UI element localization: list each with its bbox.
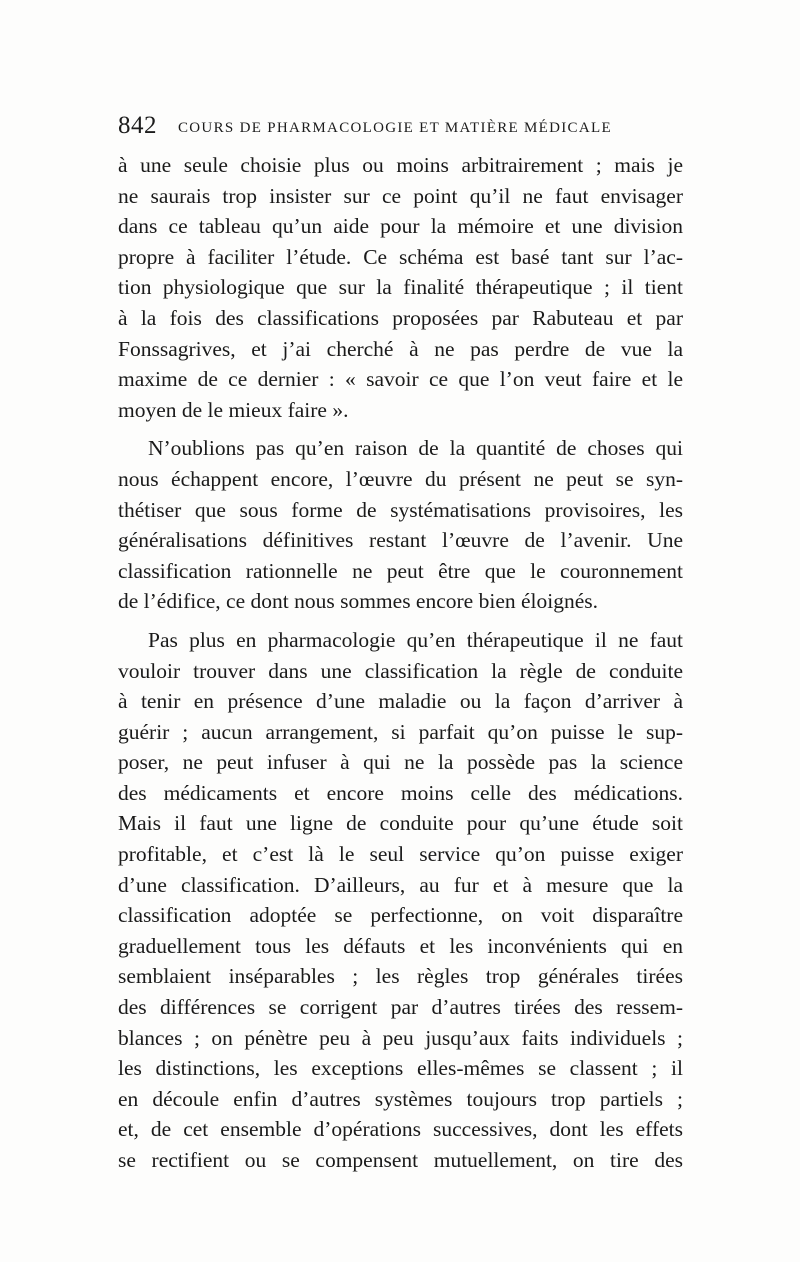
text-line: à tenir en présence d’une maladie ou la façon d’arriver à [118, 689, 683, 714]
text-line: des médicaments et encore moins celle des médications. [118, 780, 683, 805]
text-line: Mais il faut une ligne de conduite pour qu’une étude soit [118, 811, 683, 836]
text-line: vouloir trouver dans une classification la règle de conduite [118, 658, 683, 683]
text-line: maxime de ce dernier : « savoir ce que l’on veut faire et le [118, 367, 683, 392]
text-line: thétiser que sous forme de systématisations provisoires, les [118, 497, 683, 522]
text-line: moyen de le mieux faire ». [118, 397, 349, 422]
running-header [118, 108, 683, 148]
text-line: les distinctions, les exceptions elles-mêmes se classent ; il [118, 1056, 683, 1081]
text-line: propre à faciliter l’étude. Ce schéma est basé tant sur l’ac- [118, 244, 683, 269]
text-line: blances ; on pénètre peu à peu jusqu’aux faits individuels ; [118, 1025, 683, 1050]
text-line: Fonssagrives, et j’ai cherché à ne pas perdre de vue la [118, 336, 683, 361]
text-line: ne saurais trop insister sur ce point qu’il ne faut envisager [118, 183, 683, 208]
text-line: des différences se corrigent par d’autres tirées des ressem- [118, 995, 683, 1020]
page-number: 842 [118, 112, 157, 139]
text-line: et, de cet ensemble d’opérations successives, dont les effets [118, 1117, 683, 1142]
text-line: classification rationnelle ne peut être que le couronnement [118, 558, 683, 583]
text-line: d’une classification. D’ailleurs, au fur et à mesure que la [118, 872, 683, 897]
text-line: N’oublions pas qu’en raison de la quantité de choses qui [148, 436, 683, 461]
text-line: Pas plus en pharmacologie qu’en thérapeutique il ne faut [148, 627, 683, 652]
body-text [118, 150, 683, 1176]
text-line: dans ce tableau qu’un aide pour la mémoire et une division [118, 214, 683, 239]
text-line: poser, ne peut infuser à qui ne la possède pas la science [118, 750, 683, 775]
text-line: en découle enfin d’autres systèmes toujours trop partiels ; [118, 1086, 683, 1111]
text-line: de l’édifice, ce dont nous sommes encore bien éloignés. [118, 589, 599, 614]
text-line: se rectifient ou se compensent mutuellement, on tire des [118, 1148, 683, 1172]
text-line: à la fois des classifications proposées par Rabuteau et par [118, 305, 683, 330]
text-line: nous échappent encore, l’œuvre du présent ne peut se syn- [118, 466, 683, 491]
text-line: généralisations définitives restant l’œuvre de l’avenir. Une [118, 528, 683, 553]
text-line: tion physiologique que sur la finalité thérapeutique ; il tient [118, 275, 683, 300]
text-line: semblaient inséparables ; les règles trop générales tirées [118, 964, 683, 989]
text-line: profitable, et c’est là le seul service qu’on puisse exiger [118, 842, 683, 867]
text-line: guérir ; aucun arrangement, si parfait qu’on puisse le sup- [118, 719, 683, 744]
text-line: graduellement tous les défauts et les inconvénients qui en [118, 933, 683, 958]
text-line: à une seule choisie plus ou moins arbitrairement ; mais je [118, 153, 683, 177]
text-line: classification adoptée se perfectionne, on voit disparaître [118, 903, 683, 928]
running-title: COURS DE PHARMACOLOGIE ET MATIÈRE MÉDICALE [178, 120, 612, 136]
